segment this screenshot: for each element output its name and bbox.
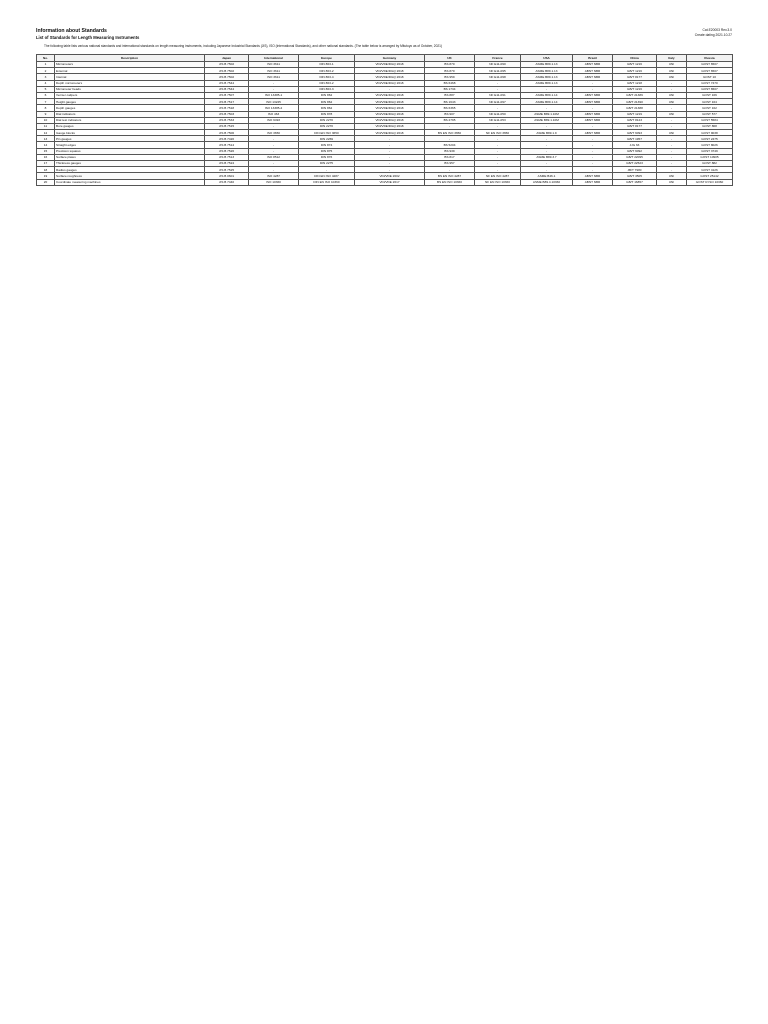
cell-us: ASME B89.1.10M bbox=[521, 111, 573, 117]
cell-br: - bbox=[573, 105, 613, 111]
cell-ru: GOST 10905 bbox=[687, 154, 733, 160]
cell-de: VDI/VDE/DGQ 2618 bbox=[355, 105, 425, 111]
cell-br: - bbox=[573, 142, 613, 148]
document-title: Information about Standards bbox=[36, 28, 107, 34]
cell-fr: NF E11-095 bbox=[475, 68, 521, 74]
cell-ru: GOST 577 bbox=[687, 111, 733, 117]
cell-ru: GOST 3749 bbox=[687, 148, 733, 154]
cell-cn: GB/T 1218 bbox=[613, 80, 657, 86]
cell-fr: - bbox=[475, 148, 521, 154]
cell-ru: GOST 6507 bbox=[687, 68, 733, 74]
cell-iso: ISO 8512 bbox=[249, 154, 299, 160]
cell-de: - bbox=[355, 154, 425, 160]
cell-fr: - bbox=[475, 80, 521, 86]
cell-br: - bbox=[573, 167, 613, 173]
cell-cn: GB/T 21389 bbox=[613, 92, 657, 98]
cell-no: 6 bbox=[37, 92, 55, 98]
cell-uk: BS 870 bbox=[425, 62, 475, 68]
col-italy: Italy bbox=[657, 55, 687, 62]
cell-jp: JIS B 7544 bbox=[205, 80, 249, 86]
cell-uk: BS EN ISO 3650 bbox=[425, 130, 475, 136]
cell-cn: GB/T 1957 bbox=[613, 136, 657, 142]
cell-uk: BS 817 bbox=[425, 154, 475, 160]
cell-de: VDI/VDE/DGQ 2618 bbox=[355, 130, 425, 136]
cell-de: - bbox=[355, 148, 425, 154]
cell-iso: ISO 13225 bbox=[249, 99, 299, 105]
cell-us: - bbox=[521, 86, 573, 92]
cell-cn: GB/T 22523 bbox=[613, 161, 657, 167]
cell-br: - bbox=[573, 80, 613, 86]
cell-jp: JIS B 7513 bbox=[205, 154, 249, 160]
cell-eu: - bbox=[299, 167, 355, 173]
cell-fr: - bbox=[475, 161, 521, 167]
cell-it: - bbox=[657, 105, 687, 111]
cell-ru: GOST 7470 bbox=[687, 80, 733, 86]
document-note: The following table lists various national standards and international standards on length measuring instruments, including Japanese Industrial Standards (JIS), ISO (International Standards), and other national standards. (The table below is arranged by Mitutoyo as of October, 2021) bbox=[44, 44, 442, 48]
cell-iso: ISO 13385-2 bbox=[249, 105, 299, 111]
cell-jp: JIS B 7507 bbox=[205, 92, 249, 98]
cell-br: ABNT NBR bbox=[573, 111, 613, 117]
cell-it: UNI bbox=[657, 99, 687, 105]
cell-ru: GOST 5584 bbox=[687, 117, 733, 123]
cell-cn: GB/T 8177 bbox=[613, 74, 657, 80]
cell-jp: JIS B 7544 bbox=[205, 86, 249, 92]
cell-uk: BS EN ISO 10360 bbox=[425, 179, 475, 185]
cell-uk: - bbox=[425, 167, 475, 173]
col-china: China bbox=[613, 55, 657, 62]
cell-us: ASME B89.1.13 bbox=[521, 74, 573, 80]
cell-br: ABNT NBR bbox=[573, 130, 613, 136]
cell-name: Dial indicators bbox=[55, 111, 205, 117]
col-international: International bbox=[249, 55, 299, 62]
cell-us: - bbox=[521, 161, 573, 167]
cell-jp: JIS B 7524 bbox=[205, 161, 249, 167]
cell-uk: BS 957 bbox=[425, 161, 475, 167]
cell-br: ABNT NBR bbox=[573, 62, 613, 68]
cell-us: ASME B89.1.14 bbox=[521, 99, 573, 105]
col-no: No. bbox=[37, 55, 55, 62]
cell-no: 18 bbox=[37, 167, 55, 173]
cell-de: - bbox=[355, 136, 425, 142]
cell-name: Gauge blocks bbox=[55, 130, 205, 136]
col-usa: USA bbox=[521, 55, 573, 62]
col-europe: Europe bbox=[299, 55, 355, 62]
cell-de: VDI/VDE/DGQ 2618 bbox=[355, 68, 425, 74]
cell-iso: ISO 4287 bbox=[249, 173, 299, 179]
document-header bbox=[36, 0, 732, 54]
cell-name: Straight edges bbox=[55, 142, 205, 148]
cell-ru: GOST 868 bbox=[687, 123, 733, 129]
cell-ru: GOST 25142 bbox=[687, 173, 733, 179]
col-germany: Germany bbox=[355, 55, 425, 62]
cell-iso: - bbox=[249, 123, 299, 129]
cell-de: - bbox=[355, 142, 425, 148]
cell-fr: NF EN ISO 10360 bbox=[475, 179, 521, 185]
cell-iso: ISO 9493 bbox=[249, 117, 299, 123]
cell-name: Surface roughness bbox=[55, 173, 205, 179]
cell-ru: GOST 164 bbox=[687, 99, 733, 105]
cell-cn: GB/T 1216 bbox=[613, 68, 657, 74]
cell-ru: GOST 6507 bbox=[687, 86, 733, 92]
cell-br: ABNT NBR bbox=[573, 173, 613, 179]
cell-iso: - bbox=[249, 148, 299, 154]
cell-jp: JIS B 7420 bbox=[205, 136, 249, 142]
cell-jp: JIS B 7503 bbox=[205, 111, 249, 117]
cell-fr: NF EN ISO 4287 bbox=[475, 173, 521, 179]
cell-cn: GB/T 6092 bbox=[613, 148, 657, 154]
col-france: France bbox=[475, 55, 521, 62]
cell-uk: BS 907 bbox=[425, 111, 475, 117]
cell-cn: GB/T 1216 bbox=[613, 86, 657, 92]
cell-jp: JIS B 7517 bbox=[205, 99, 249, 105]
cell-it: UNI bbox=[657, 179, 687, 185]
cell-cn: GB/T 16857 bbox=[613, 179, 657, 185]
cell-eu: DIN 863-3 bbox=[299, 86, 355, 92]
cell-fr: NF E11-097 bbox=[475, 99, 521, 105]
cell-it: - bbox=[657, 80, 687, 86]
cell-de: VDI/VDE 2602 bbox=[355, 173, 425, 179]
cell-no: 1 bbox=[37, 62, 55, 68]
cell-no: 5 bbox=[37, 86, 55, 92]
cell-cn: GB/T 8177 bbox=[613, 123, 657, 129]
cell-it: - bbox=[657, 117, 687, 123]
cell-it: UNI bbox=[657, 74, 687, 80]
cell-de: VDI/VDE/DGQ 2618 bbox=[355, 74, 425, 80]
cell-eu: DIN 863-2 bbox=[299, 68, 355, 74]
cell-iso: ISO 3650 bbox=[249, 130, 299, 136]
cell-eu: DIN 875 bbox=[299, 148, 355, 154]
cell-no: 4 bbox=[37, 80, 55, 86]
cell-iso: - bbox=[249, 142, 299, 148]
cell-no: 16 bbox=[37, 154, 55, 160]
cell-de: - bbox=[355, 167, 425, 173]
cell-uk: BS 1734 bbox=[425, 86, 475, 92]
document-subtitle: List of Standards for Length Measuring Instruments bbox=[36, 35, 140, 40]
cell-eu: DIN EN ISO 4287 bbox=[299, 173, 355, 179]
cell-name: Micrometer heads bbox=[55, 86, 205, 92]
cell-eu: DIN 863-4 bbox=[299, 74, 355, 80]
cell-br: - bbox=[573, 123, 613, 129]
cell-ru: GOST 9038 bbox=[687, 130, 733, 136]
cell-it: - bbox=[657, 136, 687, 142]
cell-jp: JIS B 7533 bbox=[205, 117, 249, 123]
cell-de: - bbox=[355, 86, 425, 92]
cell-fr: NF E11-053 bbox=[475, 117, 521, 123]
cell-fr: - bbox=[475, 142, 521, 148]
cell-it: - bbox=[657, 161, 687, 167]
cell-cn: GB/T 21390 bbox=[613, 99, 657, 105]
cell-fr: - bbox=[475, 105, 521, 111]
cell-name: External bbox=[55, 68, 205, 74]
cell-us: ASME B89.1.13 bbox=[521, 80, 573, 86]
cell-fr: NF E11-050 bbox=[475, 111, 521, 117]
cell-fr: - bbox=[475, 136, 521, 142]
cell-eu: DIN 863-2 bbox=[299, 80, 355, 86]
cell-br: ABNT NBR bbox=[573, 99, 613, 105]
col-japan: Japan bbox=[205, 55, 249, 62]
cell-de: VDI/VDE/DGQ 2618 bbox=[355, 99, 425, 105]
cell-ru: GOST 4126 bbox=[687, 167, 733, 173]
cell-de: VDI/VDE/DGQ 2618 bbox=[355, 80, 425, 86]
cell-uk: BS 887 bbox=[425, 92, 475, 98]
cell-cn: GB/T 3505 bbox=[613, 173, 657, 179]
cell-iso: - bbox=[249, 136, 299, 142]
cell-it: UNI bbox=[657, 92, 687, 98]
cell-eu: DIN 863-1 bbox=[299, 62, 355, 68]
cell-no: 19 bbox=[37, 173, 55, 179]
col-uk: UK bbox=[425, 55, 475, 62]
document-meta bbox=[695, 28, 732, 38]
cell-jp: JIS B 7525 bbox=[205, 167, 249, 173]
cell-br: - bbox=[573, 86, 613, 92]
cell-no: 14 bbox=[37, 142, 55, 148]
cell-br: - bbox=[573, 161, 613, 167]
cell-uk: BS 939 bbox=[425, 148, 475, 154]
cell-uk: BS 870 bbox=[425, 68, 475, 74]
table-header-row bbox=[37, 55, 733, 62]
cell-name: Height gauges bbox=[55, 99, 205, 105]
cell-no: 10 bbox=[37, 117, 55, 123]
cell-ru: GOST 2475 bbox=[687, 136, 733, 142]
cell-de: VDI/VDE/DGQ 2618 bbox=[355, 117, 425, 123]
cell-name: Depth gauges bbox=[55, 105, 205, 111]
cell-br: ABNT NBR bbox=[573, 74, 613, 80]
cell-name: Surface plates bbox=[55, 154, 205, 160]
cell-name: Internal bbox=[55, 74, 205, 80]
cell-de: - bbox=[355, 161, 425, 167]
cell-uk: BS 6468 bbox=[425, 80, 475, 86]
cell-eu: DIN 862 bbox=[299, 105, 355, 111]
cell-uk: - bbox=[425, 136, 475, 142]
cell-br: ABNT NBR bbox=[573, 68, 613, 74]
cell-iso: - bbox=[249, 161, 299, 167]
cell-eu: DIN EN ISO 10360 bbox=[299, 179, 355, 185]
cell-eu: DIN 862 bbox=[299, 92, 355, 98]
cell-ru: GOST 6507 bbox=[687, 62, 733, 68]
cell-it: UNI bbox=[657, 111, 687, 117]
cell-name: Micrometers bbox=[55, 62, 205, 68]
cell-name: Depth micrometers bbox=[55, 80, 205, 86]
cell-no: 11 bbox=[37, 123, 55, 129]
standards-table bbox=[36, 54, 733, 186]
cell-br: ABNT NBR bbox=[573, 92, 613, 98]
cell-jp: JIS B 7502 bbox=[205, 74, 249, 80]
cell-fr: - bbox=[475, 86, 521, 92]
cell-name: Coordinate measuring machines bbox=[55, 179, 205, 185]
cell-it: UNI bbox=[657, 173, 687, 179]
cell-ru: GOST 162 bbox=[687, 105, 733, 111]
cell-no: 9 bbox=[37, 111, 55, 117]
cell-no: 20 bbox=[37, 179, 55, 185]
cell-fr: - bbox=[475, 154, 521, 160]
cell-name: Dial test indicators bbox=[55, 117, 205, 123]
cell-iso: - bbox=[249, 80, 299, 86]
cell-fr: NF E11-090 bbox=[475, 62, 521, 68]
cell-cn: GB/T 6093 bbox=[613, 130, 657, 136]
cell-de: VDI/VDE/DGQ 2618 bbox=[355, 123, 425, 129]
cell-us: - bbox=[521, 167, 573, 173]
cell-cn: GB/T 8123 bbox=[613, 117, 657, 123]
cell-de: VDI/VDE 2617 bbox=[355, 179, 425, 185]
cell-de: VDI/VDE/DGQ 2618 bbox=[355, 111, 425, 117]
cell-it: UNI bbox=[657, 68, 687, 74]
cell-name: Precision squares bbox=[55, 148, 205, 154]
cell-br: ABNT NBR bbox=[573, 117, 613, 123]
cell-name: Radius gauges bbox=[55, 167, 205, 173]
cell-jp: JIS B 7514 bbox=[205, 142, 249, 148]
cell-it: - bbox=[657, 123, 687, 129]
cell-eu: DIN 2270 bbox=[299, 123, 355, 129]
cell-name: Bore gauges bbox=[55, 123, 205, 129]
cell-de: VDI/VDE/DGQ 2618 bbox=[355, 62, 425, 68]
cell-de: VDI/VDE/DGQ 2618 bbox=[355, 92, 425, 98]
cell-eu: DIN 876 bbox=[299, 154, 355, 160]
cell-fr: - bbox=[475, 123, 521, 129]
cell-jp: JIS B 7515 bbox=[205, 123, 249, 129]
cell-iso: ISO 3611 bbox=[249, 74, 299, 80]
cell-br: - bbox=[573, 154, 613, 160]
cell-iso: - bbox=[249, 167, 299, 173]
cell-jp: JIS B 7440 bbox=[205, 179, 249, 185]
cell-uk: BS 1643 bbox=[425, 99, 475, 105]
cell-it: - bbox=[657, 148, 687, 154]
document-id: Cat.E20003 Rev.3.0 bbox=[702, 28, 732, 32]
cell-no: 12 bbox=[37, 130, 55, 136]
cell-uk: BS 5204 bbox=[425, 142, 475, 148]
table-row bbox=[37, 179, 733, 185]
cell-eu: DIN 878 bbox=[299, 111, 355, 117]
cell-jp: JIS B 7506 bbox=[205, 130, 249, 136]
cell-no: 13 bbox=[37, 136, 55, 142]
document-date: Create dating 2021.10.27 bbox=[694, 33, 732, 37]
cell-it: - bbox=[657, 142, 687, 148]
cell-fr: - bbox=[475, 167, 521, 173]
cell-us: ASME B89.1.14 bbox=[521, 92, 573, 98]
cell-uk: BS 959 bbox=[425, 74, 475, 80]
col-brazil: Brazil bbox=[573, 55, 613, 62]
cell-no: 8 bbox=[37, 105, 55, 111]
cell-us: ASME B89.1.10M bbox=[521, 117, 573, 123]
cell-us: ASME B89.1.13 bbox=[521, 68, 573, 74]
cell-no: 2 bbox=[37, 68, 55, 74]
col-russia: Russia bbox=[687, 55, 733, 62]
cell-uk: BS EN ISO 4287 bbox=[425, 173, 475, 179]
cell-uk: BS 2795 bbox=[425, 117, 475, 123]
cell-us: ASME B89.1.13 bbox=[521, 62, 573, 68]
cell-ru: GOST 166 bbox=[687, 92, 733, 98]
cell-name: Pin gauges bbox=[55, 136, 205, 142]
cell-it: UNI bbox=[657, 62, 687, 68]
cell-us: - bbox=[521, 136, 573, 142]
cell-eu: DIN 862 bbox=[299, 99, 355, 105]
cell-cn: GB/T 1219 bbox=[613, 111, 657, 117]
cell-iso: - bbox=[249, 86, 299, 92]
col-description: Description bbox=[55, 55, 205, 62]
cell-cn: JJG 63 bbox=[613, 142, 657, 148]
cell-no: 17 bbox=[37, 161, 55, 167]
cell-fr: NF E11-098 bbox=[475, 74, 521, 80]
cell-us: - bbox=[521, 142, 573, 148]
cell-us: - bbox=[521, 148, 573, 154]
cell-uk: BS 6365 bbox=[425, 105, 475, 111]
cell-iso: ISO 463 bbox=[249, 111, 299, 117]
cell-us: ASME B89.1.9 bbox=[521, 130, 573, 136]
cell-eu: DIN EN ISO 3650 bbox=[299, 130, 355, 136]
cell-eu: DIN 2270 bbox=[299, 117, 355, 123]
cell-iso: ISO 3611 bbox=[249, 68, 299, 74]
cell-jp: JIS B 7518 bbox=[205, 105, 249, 111]
cell-jp: JIS B 7502 bbox=[205, 68, 249, 74]
cell-br: - bbox=[573, 136, 613, 142]
cell-cn: JB/T 7980 bbox=[613, 167, 657, 173]
cell-ru: GOST 8026 bbox=[687, 142, 733, 148]
cell-jp: JIS B 7526 bbox=[205, 148, 249, 154]
cell-cn: GB/T 22095 bbox=[613, 154, 657, 160]
cell-iso: ISO 13385-1 bbox=[249, 92, 299, 98]
cell-us: - bbox=[521, 123, 573, 129]
cell-iso: ISO 10360 bbox=[249, 179, 299, 185]
cell-no: 3 bbox=[37, 74, 55, 80]
cell-it: - bbox=[657, 154, 687, 160]
cell-it: UNI bbox=[657, 130, 687, 136]
cell-us: ASME B46.1 bbox=[521, 173, 573, 179]
cell-it: - bbox=[657, 167, 687, 173]
cell-name: Thickness gauges bbox=[55, 161, 205, 167]
cell-jp: JIS B 7502 bbox=[205, 62, 249, 68]
cell-it: - bbox=[657, 86, 687, 92]
cell-us: ASME B89.4.10360 bbox=[521, 179, 573, 185]
cell-ru: GOST R ISO 10360 bbox=[687, 179, 733, 185]
cell-uk: - bbox=[425, 123, 475, 129]
cell-fr: NF E11-091 bbox=[475, 92, 521, 98]
cell-ru: GOST 10 bbox=[687, 74, 733, 80]
cell-name: Vernier calipers bbox=[55, 92, 205, 98]
cell-jp: JIS B 0601 bbox=[205, 173, 249, 179]
cell-iso: ISO 3611 bbox=[249, 62, 299, 68]
cell-cn: GB/T 21388 bbox=[613, 105, 657, 111]
cell-us: - bbox=[521, 105, 573, 111]
cell-cn: GB/T 1216 bbox=[613, 62, 657, 68]
cell-fr: NF EN ISO 3650 bbox=[475, 130, 521, 136]
cell-ru: GOST 882 bbox=[687, 161, 733, 167]
cell-eu: DIN 2269 bbox=[299, 136, 355, 142]
cell-br: ABNT NBR bbox=[573, 179, 613, 185]
cell-no: 7 bbox=[37, 99, 55, 105]
cell-no: 15 bbox=[37, 148, 55, 154]
cell-eu: DIN 874 bbox=[299, 142, 355, 148]
cell-us: ASME B89.3.7 bbox=[521, 154, 573, 160]
cell-br: - bbox=[573, 148, 613, 154]
cell-eu: DIN 2275 bbox=[299, 161, 355, 167]
